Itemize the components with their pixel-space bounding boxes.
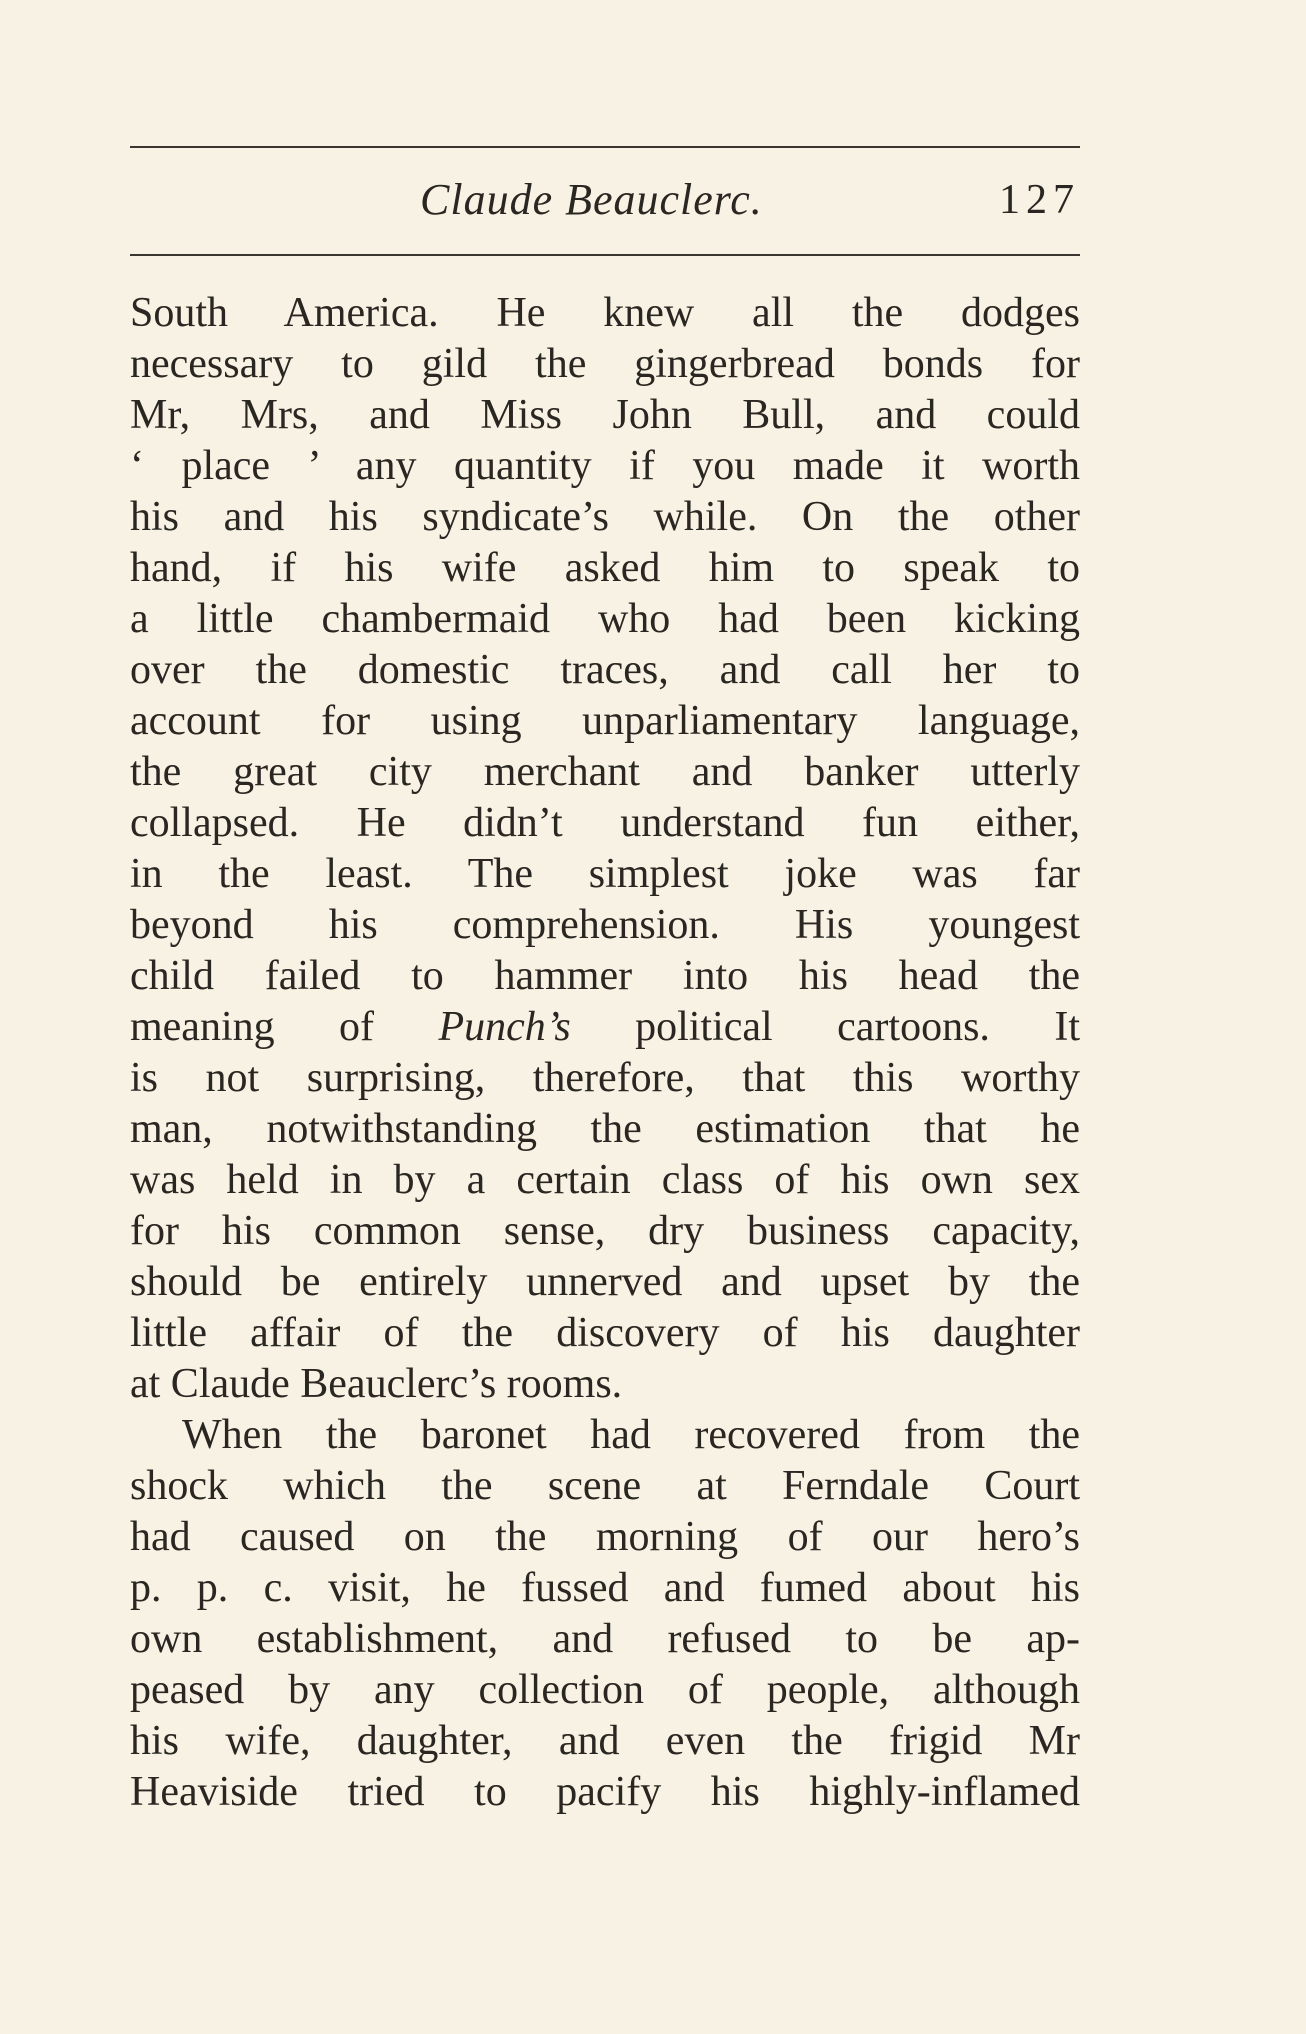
- text-line: is not surprising, therefore, that this worthy: [130, 1055, 1080, 1101]
- text-fragment: political cartoons. It: [570, 1004, 1080, 1050]
- text-line: beyond his comprehension. His youngest: [130, 902, 1080, 948]
- text-line: over the domestic traces, and call her to: [130, 647, 1080, 693]
- text-line: shock which the scene at Ferndale Court: [130, 1463, 1080, 1509]
- text-line: the great city merchant and banker utterly: [130, 749, 1080, 795]
- text-line: child failed to hammer into his head the: [130, 953, 1080, 999]
- text-line: p. p. c. visit, he fussed and fumed about his: [130, 1565, 1080, 1611]
- italic-title: Punch’s: [438, 1004, 571, 1050]
- text-line-with-italic: [130, 1002, 1080, 1053]
- text-fragment: meaning of: [130, 1004, 439, 1050]
- text-line: hand, if his wife asked him to speak to: [130, 545, 1080, 591]
- text-line: was held in by a certain class of his own sex: [130, 1157, 1080, 1203]
- header-top-rule: [130, 146, 1080, 148]
- header-bottom-rule: [130, 254, 1080, 256]
- running-title: Claude Beauclerc.: [420, 175, 763, 224]
- page-number: 127: [999, 177, 1080, 223]
- text-line: in the least. The simplest joke was far: [130, 851, 1080, 897]
- text-line: South America. He knew all the dodges: [130, 290, 1080, 336]
- text-line: should be entirely unnerved and upset by the: [130, 1259, 1080, 1305]
- body-text: [130, 288, 1080, 1818]
- text-line: had caused on the morning of our hero’s: [130, 1514, 1080, 1560]
- text-line: little affair of the discovery of his daughter: [130, 1310, 1080, 1356]
- text-line: peased by any collection of people, although: [130, 1667, 1080, 1713]
- text-line: necessary to gild the gingerbread bonds for: [130, 341, 1080, 387]
- text-line: Heaviside tried to pacify his highly-inflamed: [130, 1769, 1080, 1815]
- text-line: Mr, Mrs, and Miss John Bull, and could: [130, 392, 1080, 438]
- text-line: man, notwithstanding the estimation that he: [130, 1106, 1080, 1152]
- running-header: [130, 170, 1080, 240]
- text-line: for his common sense, dry business capacity,: [130, 1208, 1080, 1254]
- text-line: collapsed. He didn’t understand fun either,: [130, 800, 1080, 846]
- text-line: his wife, daughter, and even the frigid Mr: [130, 1718, 1080, 1764]
- text-line: his and his syndicate’s while. On the other: [130, 494, 1080, 540]
- text-line: at Claude Beauclerc’s rooms.: [130, 1361, 623, 1407]
- text-line: account for using unparliamentary language,: [130, 698, 1080, 744]
- text-line: ‘ place ’ any quantity if you made it worth: [130, 443, 1080, 489]
- text-line: a little chambermaid who had been kicking: [130, 596, 1080, 642]
- text-line: own establishment, and refused to be ap-: [130, 1616, 1080, 1662]
- text-line: When the baronet had recovered from the: [182, 1412, 1080, 1458]
